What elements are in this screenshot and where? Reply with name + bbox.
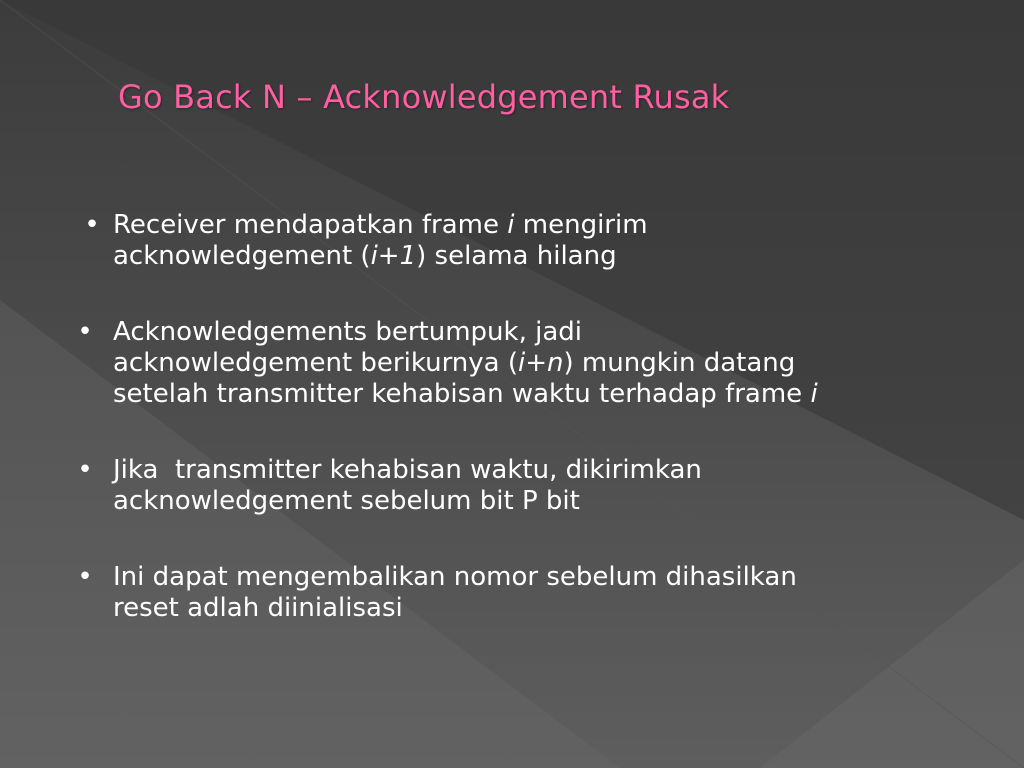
bullet-4-line-1: Ini dapat mengembalikan nomor sebelum dihasilkan (113, 562, 797, 592)
bullet-1-text-b: mengirim (514, 210, 648, 240)
bullet-item-2 (70, 317, 970, 410)
bullet-item-3 (70, 455, 970, 517)
bullet-1-italic-i-plus-1: i+1 (370, 241, 417, 271)
bullet-3-line-1: Jika transmitter kehabisan waktu, dikirimkan (113, 455, 702, 485)
bullet-1-line-2 (113, 241, 970, 272)
bullet-3-line-2: acknowledgement sebelum bit P bit (113, 486, 580, 516)
bullet-4-line-2: reset adlah diinialisasi (113, 593, 403, 623)
bullet-1-text-a: Receiver mendapatkan frame (113, 210, 508, 240)
bullet-1-text-d: ) selama hilang (416, 241, 617, 271)
bullet-list (70, 210, 970, 624)
bullet-1-text-c: acknowledgement ( (113, 241, 371, 271)
bullet-2-line-1: Acknowledgements bertumpuk, jadi (113, 317, 583, 347)
bullet-dot: • (77, 562, 93, 592)
bullet-dot: • (77, 455, 93, 485)
bullet-item-4 (70, 562, 970, 624)
bullet-item-1 (70, 210, 970, 272)
bullet-2-italic-i-plus-n: i+n (518, 348, 564, 378)
bullet-2-italic-i: i (810, 379, 818, 409)
bullet-2-text-c: setelah transmitter kehabisan waktu terhadap frame (113, 379, 811, 409)
bullet-dot: • (84, 210, 100, 240)
bullet-2-line-2 (113, 348, 970, 379)
bullet-2-text-a: acknowledgement berikurnya ( (113, 348, 519, 378)
slide-title: Go Back N – Acknowledgement Rusak (118, 78, 730, 116)
bullet-dot: • (77, 317, 93, 347)
bullet-2-text-b: ) mungkin datang (563, 348, 796, 378)
bullet-2-line-3 (113, 379, 970, 410)
bullet-1-italic-i: i (507, 210, 515, 240)
bullet-1-line-1 (113, 210, 970, 241)
